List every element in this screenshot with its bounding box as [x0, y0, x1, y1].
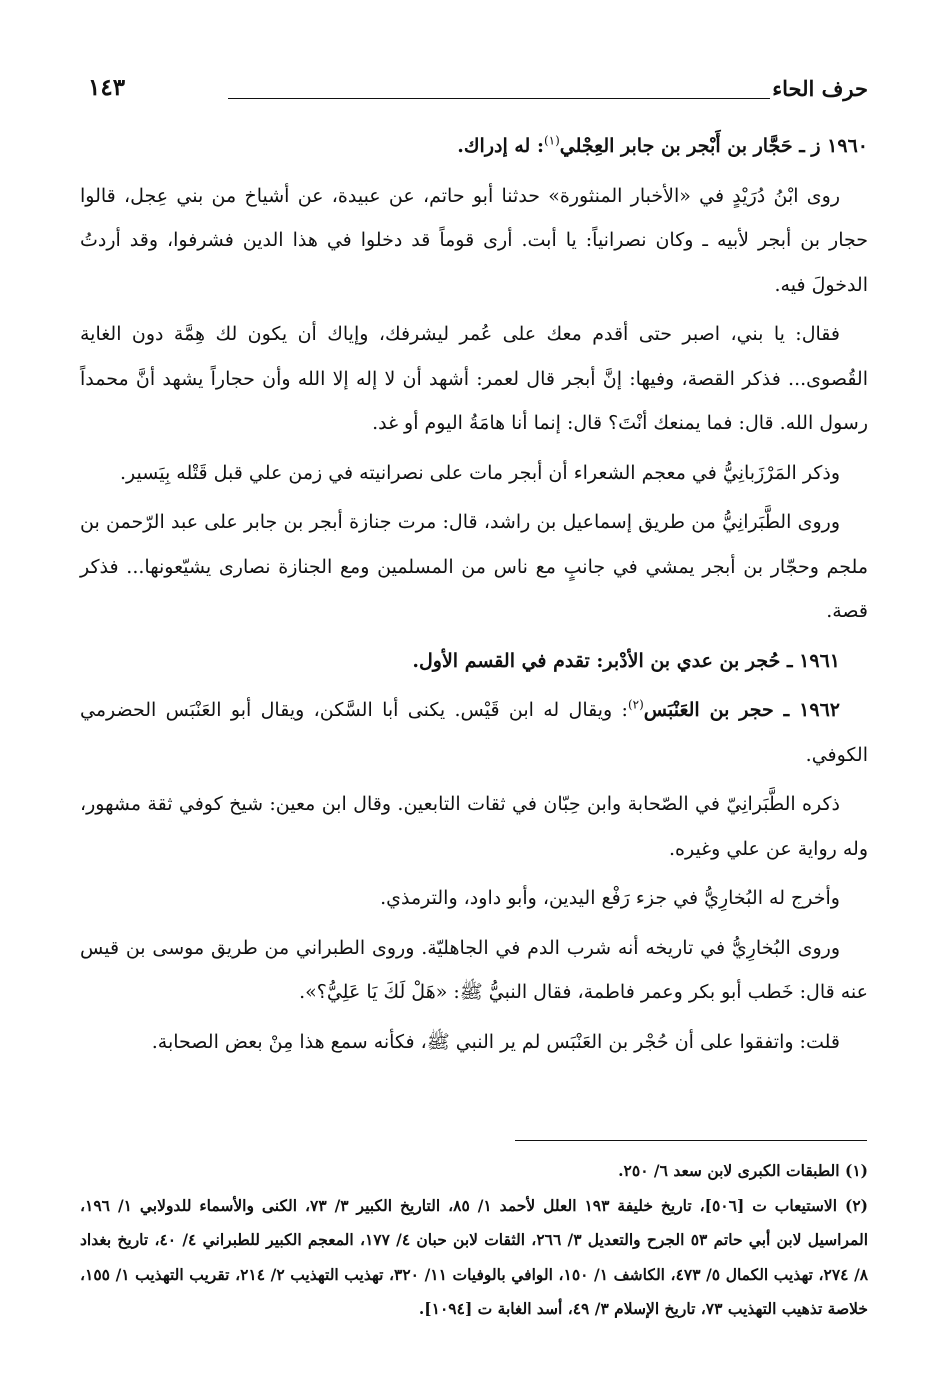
page-header — [82, 74, 868, 110]
footnote-separator — [515, 1140, 867, 1141]
page-number: ١٤٣ — [88, 74, 126, 101]
paragraph: وروى البُخارِيُّ في تاريخه أنه شرب الدم في الجاهليّة. وروى الطبراني من طريق موسى بن قيس عنه قال: خَطب أبو بكر وعمر فاطمة، فقال النبيُّ ﷺ: «هَلْ لَكَ يَا عَلِيُّ؟». — [80, 936, 868, 1003]
entry-title: ١٩٦٢ ـ حجر بن العَنْبَس — [643, 699, 840, 721]
paragraph: فقال: يا بني، اصبر حتى أقدم معك على عُمر ليشرفك، وإياك أن يكون لك هِمَّة دون الغاية القُصوى... فذكر القصة، وفيها: إنَّ أبجر قال لعمر: أشهد أن لا إله إلا الله وأن حجاراً يشهد أنَّ محمداً رسول الله. قال: فما يمنعك أنْتَ؟ قال: إنما أنا هامَةُ اليوم أو غد. — [80, 323, 868, 434]
footnotes — [80, 1154, 868, 1327]
paragraph: روى ابْنُ دُرَيْدٍ في «الأخبار المنثورة» حدثنا أبو حاتم، عن عبيدة، عن أشياخ من بني عِجل، قالوا حجار بن أبجر لأبيه ـ وكان نصرانياً: يا أبت. أرى قوماً قد دخلوا في هذا الدين فشرفوا، وقد أردتُ الدخولَ فيه. — [80, 184, 868, 296]
footnote-ref: (١) — [543, 133, 560, 148]
entry-1961-heading: ١٩٦١ ـ حُجر بن عدي بن الأدْبر: تقدم في القسم الأول. — [412, 649, 840, 672]
paragraph: وذكر المَرْزَبانِيُّ في معجم الشعراء أن أبجر مات على نصرانيته في زمن علي قبل قَتْله بِيَسير. — [120, 461, 840, 484]
chapter-title: حرف الحاء — [772, 76, 868, 101]
paragraph: وروى الطَّبَرانِيُّ من طريق إسماعيل بن راشد، قال: مرت جنازة أبجر بن جابر على عبد الرّحمن بن ملجم وحجّار بن أبجر يمشي في جانبٍ مع ناس من المسلمين ومع الجنازة نصارى يشيّعونها... فذكر قصة. — [80, 511, 868, 622]
paragraph: ذكره الطَّبَرانِيّ في الصّحابة وابن حِبّان في ثقات التابعين. وقال ابن معين: شيخ كوفي ثقة مشهور، وله رواية عن علي وغيره. — [80, 793, 868, 860]
paragraph: وأخرج له البُخارِيُّ في جزء رَفْع اليدين، وأبو داود، والترمذي. — [380, 887, 840, 909]
footnote-ref: (٢) — [627, 697, 644, 712]
entry-note: : له إدراك. — [457, 135, 544, 157]
paragraph: قلت: واتفقوا على أن حُجْر بن العَنْبَس لم ير النبي ﷺ، فكأنه سمع هذا مِنْ بعض الصحابة. — [151, 1030, 840, 1053]
entry-1962-heading — [80, 688, 868, 777]
main-text — [80, 124, 868, 1069]
footnote: (٢) الاستيعاب ت [٥٠٦]، تاريخ خليفة ١٩٣ العلل لأحمد ١/ ٨٥، التاريخ الكبير ٣/ ٧٣، الكنى والأسماء للدولابي ١/ ١٩٦، المراسيل لابن أبي حاتم ٥٣ الجرح والتعديل ٣/ ٢٦٦، الثقات لابن حبان ٤/ ١٧٧، المعجم الكبير للطبراني ٤/ ٤٠، تاريخ بغداد ٨/ ٢٧٤، تهذيب الكمال ٥/ ٤٧٣، الكاشف ١/ ١٥٠، الوافي بالوفيات ١١/ ٣٢٠، تهذيب التهذيب ٢/ ٢١٤، تقريب التهذيب ١/ ١٥٥، خلاصة تذهيب التهذيب ٧٣، تاريخ الإسلام ٣/ ٤٩، أسد الغابة ت [١٠٩٤]. — [80, 1195, 869, 1318]
header-rule — [228, 98, 770, 99]
entry-note: : ويقال له ابن قَيْس. يكنى أبا السَّكن، ويقال أبو العَنْبَس الحضرمي الكوفي. — [80, 699, 868, 766]
entry-title: ١٩٦٠ ز ـ حَجَّار بن أَبْجر بن جابر العِجْلي — [559, 135, 868, 157]
footnote: (١) الطبقات الكبرى لابن سعد ٦/ ٢٥٠. — [618, 1161, 868, 1180]
entry-1960-heading — [80, 124, 868, 169]
